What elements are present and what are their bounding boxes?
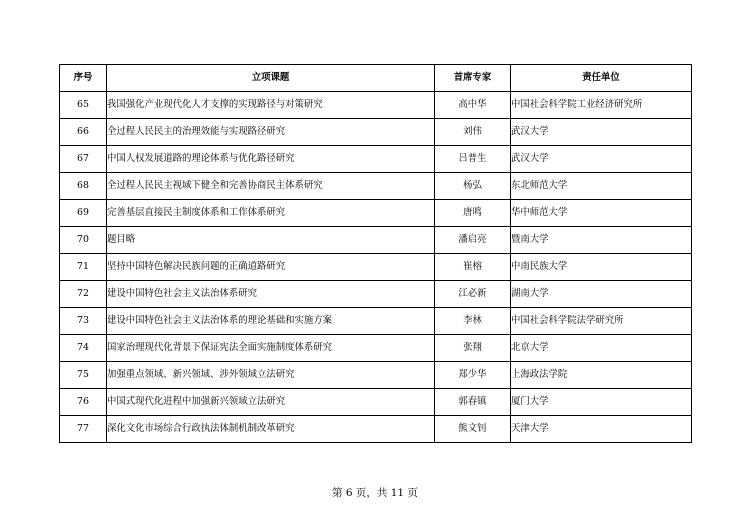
row-topic: 中国人权发展道路的理论体系与优化路径研究 (107, 146, 435, 173)
row-number: 66 (60, 119, 107, 146)
row-number: 76 (60, 389, 107, 416)
table-row (60, 254, 692, 281)
header-expert: 首席专家 (435, 65, 511, 92)
header-unit: 责任单位 (511, 65, 692, 92)
row-expert: 杨弘 (435, 173, 511, 200)
header-number: 序号 (60, 65, 107, 92)
table-header-row (60, 65, 692, 92)
page-number: 第 6 页，共 11 页 (332, 487, 418, 499)
row-number: 68 (60, 173, 107, 200)
row-topic: 国家治理现代化背景下保证宪法全面实施制度体系研究 (107, 335, 435, 362)
row-number: 71 (60, 254, 107, 281)
row-unit: 上海政法学院 (511, 362, 692, 389)
table-row (60, 335, 692, 362)
table-row (60, 416, 692, 443)
table-row (60, 308, 692, 335)
row-number: 72 (60, 281, 107, 308)
row-topic: 加强重点领域、新兴领域、涉外领域立法研究 (107, 362, 435, 389)
header-topic: 立项课题 (107, 65, 435, 92)
row-expert: 李林 (435, 308, 511, 335)
table-row (60, 119, 692, 146)
row-topic: 坚持中国特色解决民族问题的正确道路研究 (107, 254, 435, 281)
projects-table (59, 64, 692, 443)
row-expert: 江必新 (435, 281, 511, 308)
row-expert: 吕普生 (435, 146, 511, 173)
row-unit: 中国社会科学院工业经济研究所 (511, 92, 692, 119)
row-topic: 完善基层直接民主制度体系和工作体系研究 (107, 200, 435, 227)
table-row (60, 173, 692, 200)
row-topic: 建设中国特色社会主义法治体系的理论基础和实施方案 (107, 308, 435, 335)
row-number: 75 (60, 362, 107, 389)
row-number: 67 (60, 146, 107, 173)
row-topic: 深化文化市场综合行政执法体制机制改革研究 (107, 416, 435, 443)
row-expert: 刘伟 (435, 119, 511, 146)
row-expert: 高中华 (435, 92, 511, 119)
row-number: 69 (60, 200, 107, 227)
row-unit: 华中师范大学 (511, 200, 692, 227)
row-unit: 天津大学 (511, 416, 692, 443)
row-unit: 中南民族大学 (511, 254, 692, 281)
row-number: 74 (60, 335, 107, 362)
row-expert: 郭春镇 (435, 389, 511, 416)
row-unit: 武汉大学 (511, 146, 692, 173)
table-row (60, 200, 692, 227)
row-expert: 崔榕 (435, 254, 511, 281)
row-unit: 东北师范大学 (511, 173, 692, 200)
row-expert: 唐鸣 (435, 200, 511, 227)
row-expert: 潘启亮 (435, 227, 511, 254)
row-number: 77 (60, 416, 107, 443)
row-topic: 我国强化产业现代化人才支撑的实现路径与对策研究 (107, 92, 435, 119)
row-topic: 全过程人民民主的治理效能与实现路径研究 (107, 119, 435, 146)
row-unit: 湖南大学 (511, 281, 692, 308)
row-unit: 厦门大学 (511, 389, 692, 416)
row-topic: 中国式现代化进程中加强新兴领域立法研究 (107, 389, 435, 416)
row-topic: 全过程人民民主视域下健全和完善协商民主体系研究 (107, 173, 435, 200)
row-topic: 题目略 (107, 227, 435, 254)
table-row (60, 227, 692, 254)
row-expert: 张翔 (435, 335, 511, 362)
row-number: 65 (60, 92, 107, 119)
row-topic: 建设中国特色社会主义法治体系研究 (107, 281, 435, 308)
row-expert: 熊文钊 (435, 416, 511, 443)
row-expert: 郑少华 (435, 362, 511, 389)
row-number: 73 (60, 308, 107, 335)
row-unit: 北京大学 (511, 335, 692, 362)
table-row (60, 389, 692, 416)
row-unit: 武汉大学 (511, 119, 692, 146)
row-unit: 暨南大学 (511, 227, 692, 254)
row-unit: 中国社会科学院法学研究所 (511, 308, 692, 335)
table-row (60, 281, 692, 308)
table-row (60, 362, 692, 389)
table-row (60, 92, 692, 119)
row-number: 70 (60, 227, 107, 254)
table-row (60, 146, 692, 173)
